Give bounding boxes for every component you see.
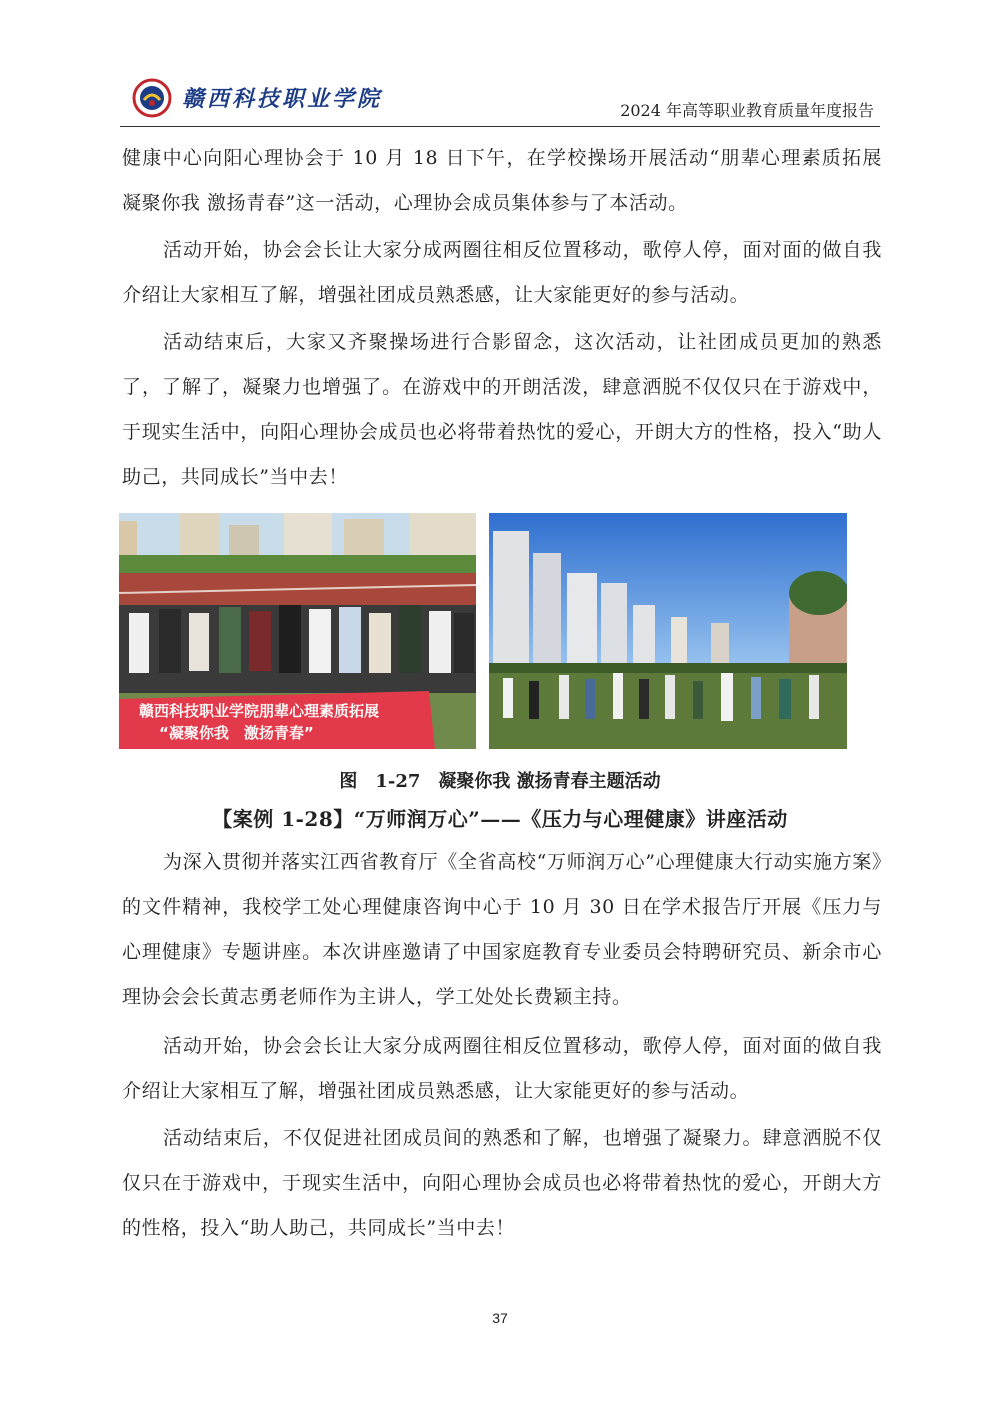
paragraph: 活动开始，协会会长让大家分成两圈往相反位置移动，歌停人停，面对面的做自我介绍让大家相互了解，增强社团成员熟悉感，让大家能更好的参与活动。: [122, 1035, 882, 1102]
activity-photo: [489, 513, 847, 749]
group-photo: [119, 513, 476, 749]
page-header: [120, 72, 880, 127]
paragraph-continued: 健康中心向阳心理协会于 10 月 18 日下午，在学校操场开展活动“朋辈心理素质拓展 凝聚你我 激扬青春”这一活动，心理协会成员集体参与了本活动。: [122, 147, 882, 214]
case-title: 【案例 1-28】“万师润万心”——《压力与心理健康》讲座活动: [212, 807, 788, 831]
paragraph: 活动结束后，不仅促进社团成员间的熟悉和了解，也增强了凝聚力。肆意洒脱不仅仅只在于游戏中，于现实生活中，向阳心理协会成员也必将带着热忱的爱心，开朗大方的性格，投入“助人助己，共同成长”当中去！: [122, 1127, 882, 1239]
paragraph: 活动开始，协会会长让大家分成两圈往相反位置移动，歌停人停，面对面的做自我介绍让大家相互了解，增强社团成员熟悉感，让大家能更好的参与活动。: [122, 239, 882, 306]
page-number: 37: [492, 1310, 508, 1326]
school-logo-icon: [132, 78, 172, 118]
banner-text-line1: 赣西科技职业学院朋辈心理素质拓展: [139, 702, 380, 720]
paragraph: 活动结束后，大家又齐聚操场进行合影留念，这次活动，让社团成员更加的熟悉了，了解了，凝聚力也增强了。在游戏中的开朗活泼，肆意洒脱不仅仅只在于游戏中，于现实生活中，向阳心理协会成员也必将带着热忱的爱心，开朗大方的性格，投入“助人助己，共同成长”当中去！: [122, 331, 882, 488]
paragraph: 为深入贯彻并落实江西省教育厅《全省高校“万师润万心”心理健康大行动实施方案》的文件精神，我校学工处心理健康咨询中心于 10 月 30 日在学术报告厅开展《压力与心理健康》专题讲座。本次讲座邀请了中国家庭教育专业委员会特聘研究员、新余市心理协会会长黄志勇老师作为主讲人，学工处处长费颖主持。: [122, 851, 882, 1008]
banner-text-line2: “凝聚你我 激扬青春”: [159, 724, 314, 742]
report-title: 2024 年高等职业教育质量年度报告: [620, 101, 874, 120]
school-name: 赣西科技职业学院: [182, 86, 383, 112]
figure-caption: 图 1-27 凝聚你我 激扬青春主题活动: [339, 771, 661, 792]
